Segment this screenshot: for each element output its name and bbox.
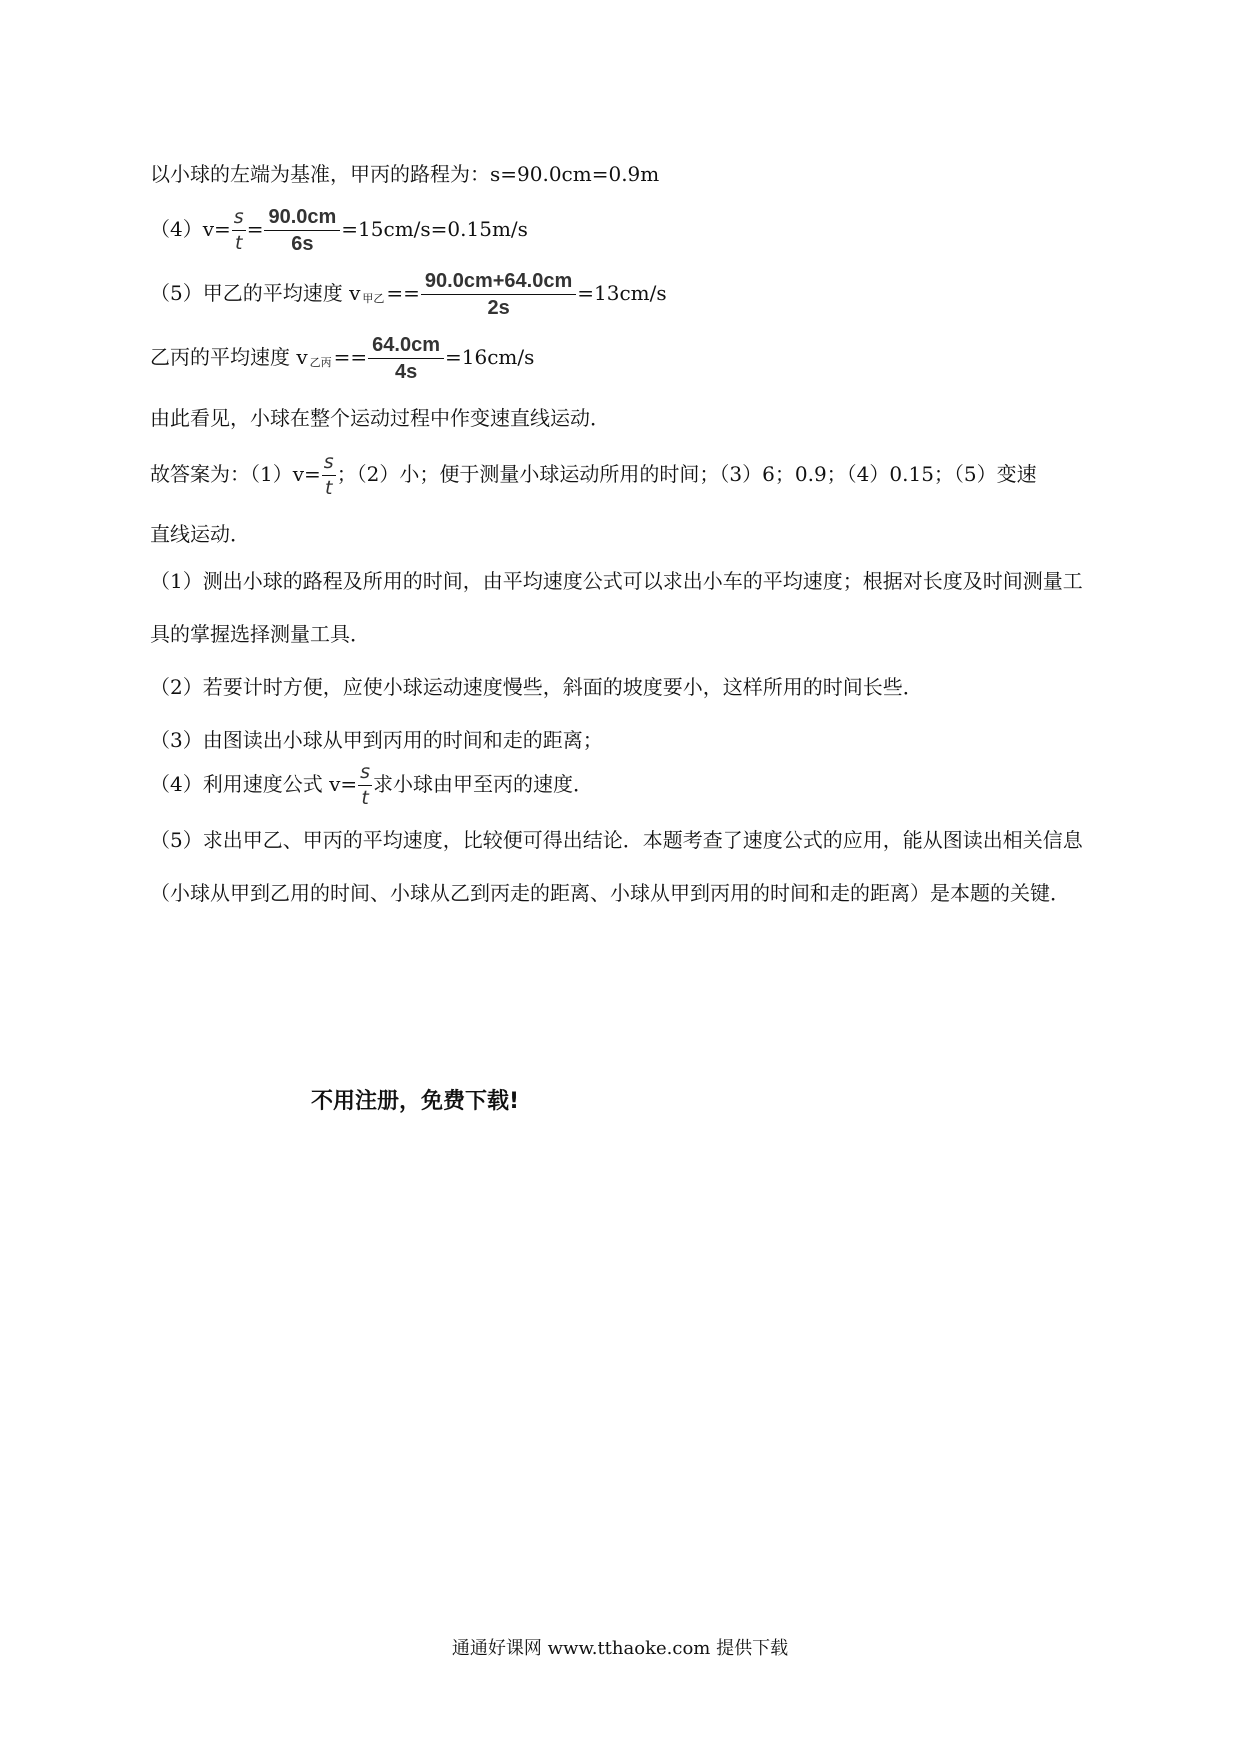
fraction-s-over-t: $\frac{s}{t}$ [360, 761, 371, 809]
page-footer: 通通好课网 www.tthaoke.com 提供下载 [451, 1638, 789, 1659]
analysis-paragraph-1: （1）测出小球的路程及所用的时间，由平均速度公式可以求出小车的平均速度；根据对长度及时间测量工具的掌握选择测量工具． [150, 569, 1083, 646]
analysis-paragraph-2: （2）若要计时方便，应使小球运动速度慢些，斜面的坡度要小，这样所用的时间长些． [150, 675, 923, 699]
fraction-avg-speed-jia-yi: $\frac{90.0cm+64.0cm}{2s}$ [421, 270, 576, 319]
fraction-s-over-t: $\frac{s}{t}$ [323, 451, 334, 499]
conclusion-line: 由此看见，小球在整个运动过程中作变速直线运动． [150, 406, 610, 430]
line-4-prefix: （4）v= [150, 217, 231, 241]
solution-line-yi-bing: 乙丙的平均速度 v 乙丙 == $\frac{64.0cm}{4s}$ =16cm/s [150, 334, 535, 383]
fraction-distance-over-time: $\frac{90.0cm}{6s}$ [264, 206, 340, 255]
analysis-paragraph-4: （4）利用速度公式 v= $\frac{s}{t}$ 求小球由甲至丙的速度． [150, 761, 594, 809]
analysis-paragraph-5: （5）求出甲乙、甲丙的平均速度，比较便可得出结论．本题考查了速度公式的应用，能从图读出相关信息（小球从甲到乙用的时间、小球从乙到丙走的距离、小球从甲到丙用的时间和走的距离）是本题的关键． [150, 828, 1083, 905]
analysis-paragraph-3: （3）由图读出小球从甲到丙用的时间和走的距离； [150, 728, 603, 752]
fraction-avg-speed-yi-bing: $\frac{64.0cm}{4s}$ [368, 334, 444, 383]
answer-line: 故答案为：（1）v= $\frac{s}{t}$ ；（2）小；便于测量小球运动所用的时间；（3）6；0.9；（4）0.15；（5）变速 [150, 451, 1037, 499]
answer-line-continued: 直线运动． [150, 522, 250, 546]
free-download-banner: 不用注册，免费下载! [311, 1089, 520, 1114]
solution-line-5: （5）甲乙的平均速度 v 甲乙 == $\frac{90.0cm+64.0cm}{2s}$ =13cm/s [150, 270, 667, 319]
fraction-s-over-t: $\frac{s}{t}$ [233, 206, 244, 254]
solution-line-4: （4）v= $\frac{s}{t}$ = $\frac{90.0cm}{6s}$ =15cm/s=0.15m/s [150, 206, 528, 255]
line-1-text: 以小球的左端为基准，甲丙的路程为：s=90.0cm=0.9m [150, 162, 660, 186]
solution-line-1 [150, 164, 659, 184]
